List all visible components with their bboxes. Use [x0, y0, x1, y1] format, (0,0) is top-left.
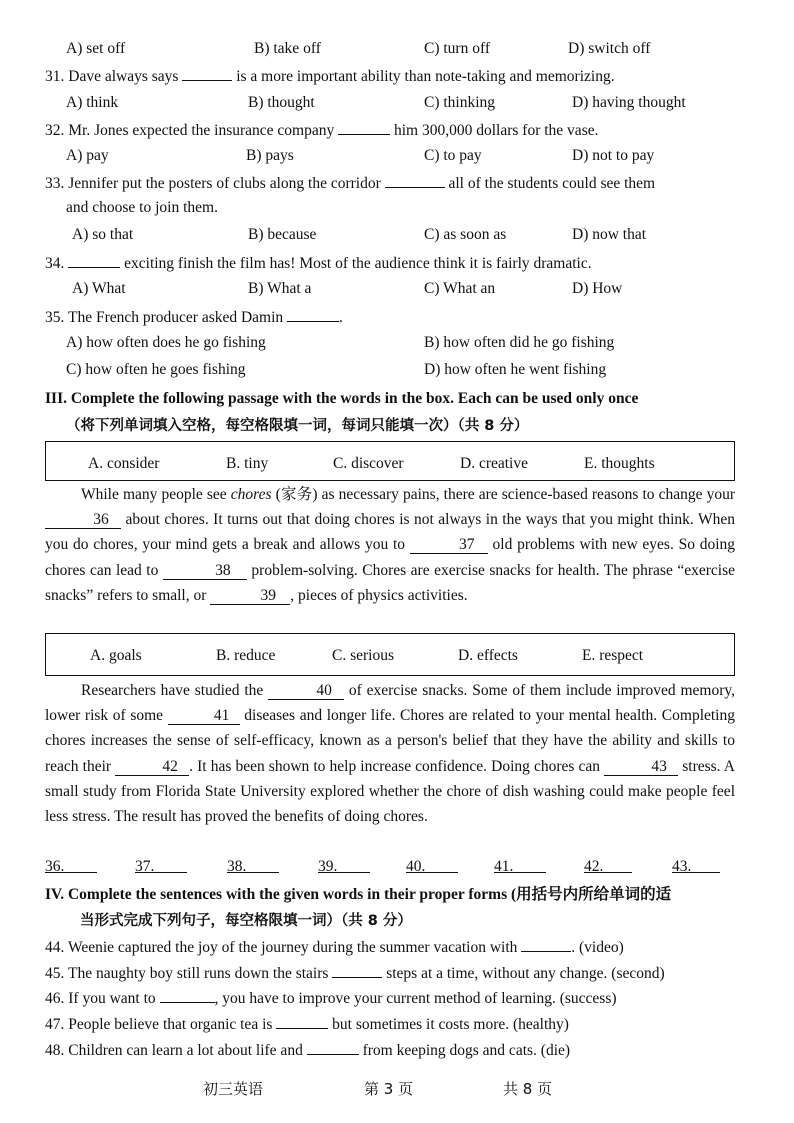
option-30-d: D) switch off [568, 40, 651, 57]
word-box-item: A. goals [90, 647, 142, 664]
option-33-a: A) so that [72, 226, 134, 243]
option-32-c: C) to pay [424, 147, 482, 164]
section-4-title: IV. Complete the sentences with the given words in their proper forms (用括号内所给单词的适 [45, 886, 672, 903]
option-35-d: D) how often he went fishing [424, 361, 607, 378]
word-box-1 [45, 441, 735, 481]
option-34-b: B) What a [248, 280, 312, 297]
numbered-blank-41[interactable]: 41 [168, 708, 240, 725]
question-47: 47. People believe that organic tea is but sometimes it costs more. (healthy) [45, 1013, 569, 1035]
question-46: 46. If you want to , you have to improve your current method of learning. (success) [45, 987, 617, 1009]
question-33: 33. Jennifer put the posters of clubs along the corridor all of the students could see them [45, 172, 655, 194]
option-35-c: C) how often he goes fishing [66, 361, 246, 378]
question-48: 48. Children can learn a lot about life and from keeping dogs and cats. (die) [45, 1039, 570, 1061]
question-45: 45. The naughty boy still runs down the stairs steps at a time, without any change. (second) [45, 962, 665, 984]
word-box-item: A. consider [88, 455, 160, 472]
option-30-b: B) take off [254, 40, 321, 57]
option-32-a: A) pay [66, 147, 109, 164]
numbered-blank-43[interactable]: 43 [604, 759, 678, 776]
section-3-title: III. Complete the following passage with the words in the box. Each can be used only once [45, 390, 639, 407]
option-32-d: D) not to pay [572, 147, 655, 164]
footer-subject: 初三英语 [203, 1080, 264, 1098]
answer-blank[interactable] [385, 172, 445, 188]
question-34: 34. exciting finish the film has! Most of the audience think it is fairly dramatic. [45, 252, 592, 274]
word-box-item: B. reduce [216, 647, 276, 664]
answer-blank[interactable] [332, 962, 382, 978]
option-34-a: A) What [72, 280, 126, 297]
word-box-item: B. tiny [226, 455, 269, 472]
word-box-item: D. creative [460, 455, 528, 472]
word-box-item: E. thoughts [584, 455, 655, 472]
footer-total-pages: 共 8 页 [503, 1080, 553, 1098]
question-31: 31. Dave always says is a more important ability than note-taking and memorizing. [45, 65, 615, 87]
option-30-a: A) set off [66, 40, 126, 57]
answer-blank[interactable] [338, 119, 390, 135]
option-35-a: A) how often does he go fishing [66, 334, 266, 351]
answer-blank[interactable] [276, 1013, 328, 1029]
word-box-item: D. effects [458, 647, 518, 664]
word-box-2 [45, 633, 735, 676]
numbered-blank-36[interactable]: 36 [45, 512, 121, 529]
option-34-c: C) What an [424, 280, 496, 297]
answer-blank[interactable] [182, 65, 232, 81]
answer-blank[interactable] [307, 1039, 359, 1055]
option-30-c: C) turn off [424, 40, 491, 57]
answer-blank[interactable] [287, 306, 339, 322]
passage-paragraph-2: Researchers have studied the 40 of exercise snacks. Some of them include improved memory, lower risk of some 41 diseases and longer life. Chores are related to your mental health. Completing chores increases the sense of self-efficacy, known as a person's belief that they have the ability and skills to reach their 42 . It has been shown to help increase confidence. Doing chores can 43 stress. A small study from Florida State University explored whether the chore of dish washing could make people feel less stress. The result has proved the benefits of doing chores. [45, 682, 736, 826]
word-box-item: C. discover [333, 455, 404, 472]
option-31-c: C) thinking [424, 94, 496, 111]
numbered-blank-39[interactable]: 39 [210, 588, 290, 605]
word-box-item: C. serious [332, 647, 394, 664]
passage-paragraph-1: While many people see chores (家务) as necessary pains, there are science-based reasons to change your 36 about chores. It turns out that doing chores is not always in the ways that you might think. When you do chores, your mind gets a break and allows you to 37 old problems with new eyes. So doing chores can lead to 38 problem-solving. Chores are exercise snacks for health. The phrase “exercise snacks” refers to small, or 39 , pieces of physics activities. [45, 486, 736, 604]
numbered-blank-37[interactable]: 37 [410, 537, 488, 554]
word-box-item: E. respect [582, 647, 644, 664]
option-31-d: D) having thought [572, 94, 686, 111]
option-31-a: A) think [66, 94, 119, 111]
question-32: 32. Mr. Jones expected the insurance company him 300,000 dollars for the vase. [45, 119, 598, 141]
option-31-b: B) thought [248, 94, 315, 111]
question-44: 44. Weenie captured the joy of the journey during the summer vacation with . (video) [45, 936, 624, 958]
option-32-b: B) pays [246, 147, 294, 164]
section-3-subtitle: （将下列单词填入空格，每空格限填一词，每词只能填一次）（共 8 分） [66, 418, 529, 434]
numbered-blank-42[interactable]: 42 [115, 759, 189, 776]
option-35-b: B) how often did he go fishing [424, 334, 615, 351]
answer-blank[interactable] [68, 252, 120, 268]
section-4-subtitle: 当形式完成下列句子，每空格限填一词）（共 8 分） [80, 913, 412, 929]
answer-blank[interactable] [521, 936, 571, 952]
numbered-blank-40[interactable]: 40 [268, 683, 344, 700]
question-35: 35. The French producer asked Damin . [45, 306, 343, 328]
option-33-c: C) as soon as [424, 226, 507, 243]
option-33-b: B) because [248, 226, 317, 243]
footer-page-number: 第 3 页 [364, 1080, 414, 1098]
numbered-blank-38[interactable]: 38 [163, 563, 247, 580]
option-34-d: D) How [572, 280, 623, 297]
answer-blank[interactable] [160, 987, 215, 1003]
question-33-continued: and choose to join them. [66, 199, 218, 216]
option-33-d: D) now that [572, 226, 647, 243]
